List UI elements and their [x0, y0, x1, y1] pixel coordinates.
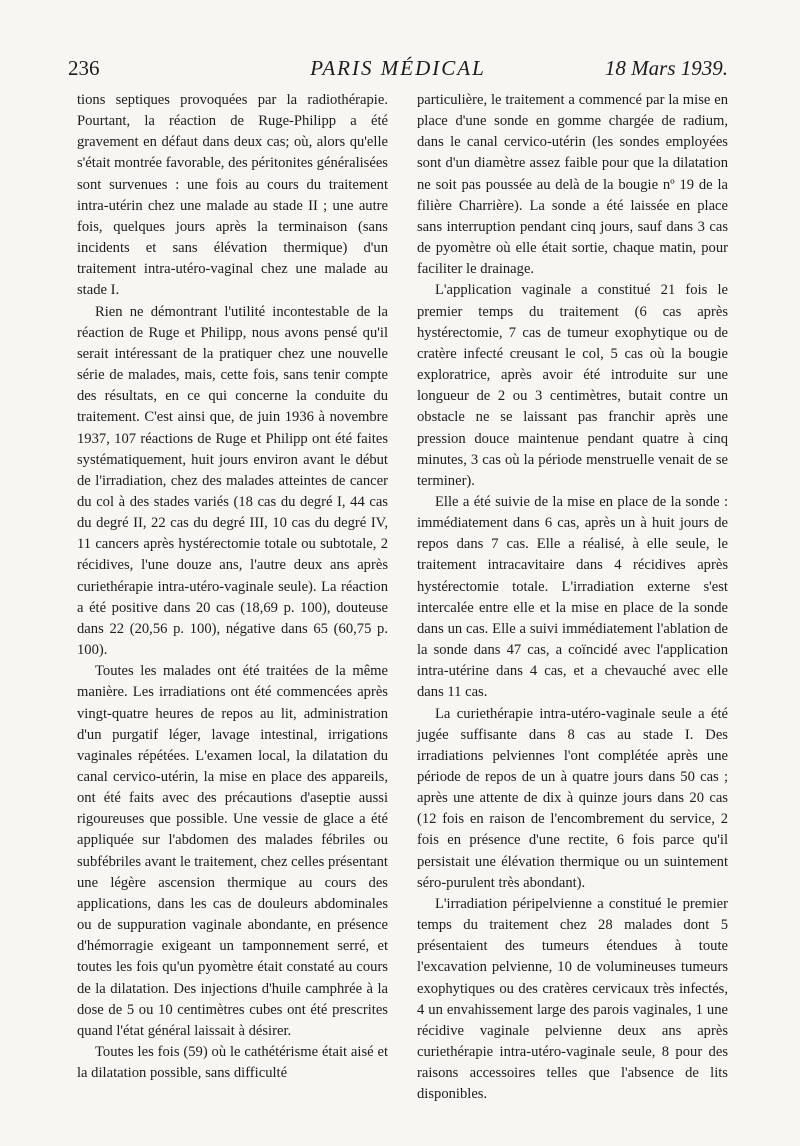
right-column	[417, 90, 728, 1106]
paragraph: L'application vaginale a constitué 21 fois le premier temps du traitement (6 cas après hystérectomie, 7 cas de tumeur exophytique ou de cratère infecté creusant le col, 5 cas où la bougie exploratrice, après avoir été introduite sur une longueur de 2 ou 3 centimètres, butait contre un obstacle ne se laissant pas franchir après une pression douce maintenue pendant quatre à cinq minutes, 3 cas où la période menstruelle venait de se terminer).	[417, 282, 728, 489]
paragraph: L'irradiation péripelvienne a constitué le premier temps du traitement chez 28 malades dont 5 présentaient des tumeurs étendues à toute l'excavation pelvienne, 10 de volumineuses tumeurs exophytiques ou des cratères cervicaux très infectés, 4 un envahissement large des parois vaginales, 1 une récidive vaginale pelvienne deux ans après curiethérapie intra-utéro-vaginale seule, 8 pour des raisons accessoires telles que l'absence de lits disponibles.	[417, 895, 728, 1103]
page-number: 236	[68, 56, 100, 80]
paragraph: Elle a été suivie de la mise en place de la sonde : immédiatement dans 6 cas, après un à huit jours de repos dans 7 cas. Elle a réalisé, à elle seule, le traitement intracavitaire dans 4 récidives après hystérectomie totale. L'irradiation externe s'est intercalée entre elle et la mise en place de la sonde dans un cas. Elle a suivi immédiatement l'ablation de la sonde dans 47 cas, a coïncidé avec l'application intra-utérine dans 4 cas, et a chevauché avec elle dans 11 cas.	[417, 493, 728, 701]
paragraph: Toutes les malades ont été traitées de la même manière. Les irradiations ont été commencées après vingt-quatre heures de repos au lit, administration d'un purgatif léger, lavage intestinal, irrigations vaginales répétées. L'examen local, la dilatation du canal cervico-utérin, la mise en place des appareils, ont été faits avec des précautions d'aseptie aussi rigoureuses que possible. Une vessie de glace a été appliquée sur l'abdomen des malades fébriles ou subfébriles avant le traitement, chez celles présentant une légère ascension thermique au cours des applications, dans les cas de douleurs abdominales ou de suppuration vaginale abondante, en présence d'hémorragie exigeant un tamponnement serré, et toutes les fois qu'un pyomètre était constaté au cours de la dilatation. Des injections d'huile camphrée à la dose de 5 ou 10 centimètres cubes ont été prescrites quand l'état général laissait à désirer.	[77, 663, 388, 1039]
issue-date: 18 Mars 1939.	[604, 56, 728, 80]
left-column	[77, 90, 388, 1084]
page-header	[68, 56, 728, 86]
paragraph: Toutes les fois (59) où le cathétérisme était aisé et la dilatation possible, sans difficulté	[77, 1044, 388, 1082]
paragraph: La curiethérapie intra-utéro-vaginale seule a été jugée suffisante dans 8 cas au stade I. Des irradiations pelviennes l'ont complétée après une période de repos de un à quatre jours dans 50 cas ; après une attente de dix à quinze jours dans 20 cas (12 fois en raison de l'encombrement du service, 2 fois en présence d'une rectite, 6 fois parce qu'il persistait une élévation thermique ou un suintement séro-purulent très abondant).	[417, 705, 728, 891]
journal-title: PARIS MÉDICAL	[310, 56, 486, 80]
paragraph: Rien ne démontrant l'utilité incontestable de la réaction de Ruge et Philipp, nous avons pensé qu'il serait intéressant de la pratiquer chez une nouvelle série de malades, mais, cette fois, sans tenir compte des résultats, en ce qui concerne la conduite du traitement. C'est ainsi que, de juin 1936 à novembre 1937, 107 réactions de Ruge et Philipp ont été faites systématiquement, huit jours environ avant le début de l'irradiation, chez des malades atteintes de cancer du col à des stades variés (18 cas du degré I, 44 cas du degré II, 22 cas du degré III, 10 cas du degré IV, 11 cancers après hystérectomie totale ou subtotale, 2 récidives, l'une douze ans, l'autre deux ans après curiethérapie intra-utéro-vaginale seule). La réaction a été positive dans 20 cas (18,69 p. 100), douteuse dans 22 (20,56 p. 100), négative dans 65 (60,75 p. 100).	[77, 303, 388, 659]
paragraph: particulière, le traitement a commencé par la mise en place d'une sonde en gomme chargée de radium, dans le canal cervico-utérin (les sondes employées sont d'un diamètre assez faible pour que la dilatation ne soit pas poussée au delà de la bougie nº 19 de la filière Charrière). La sonde a été laissée en place sans interruption pendant cinq jours, sauf dans 3 cas de pyomètre où elle était sortie, chaque matin, pour faciliter le drainage.	[417, 92, 728, 278]
paragraph: tions septiques provoquées par la radiothérapie. Pourtant, la réaction de Ruge-Philipp a été gravement en défaut dans deux cas; où, alors qu'elle s'était montrée favorable, des péritonites généralisées sont survenues : une fois au cours du traitement intra-utérin chez une malade au stade II ; une autre fois, quelques jours après la terminaison (sans incidents et sans élévation thermique) d'un traitement intra-utéro-vaginal chez une malade au stade I.	[77, 92, 388, 299]
